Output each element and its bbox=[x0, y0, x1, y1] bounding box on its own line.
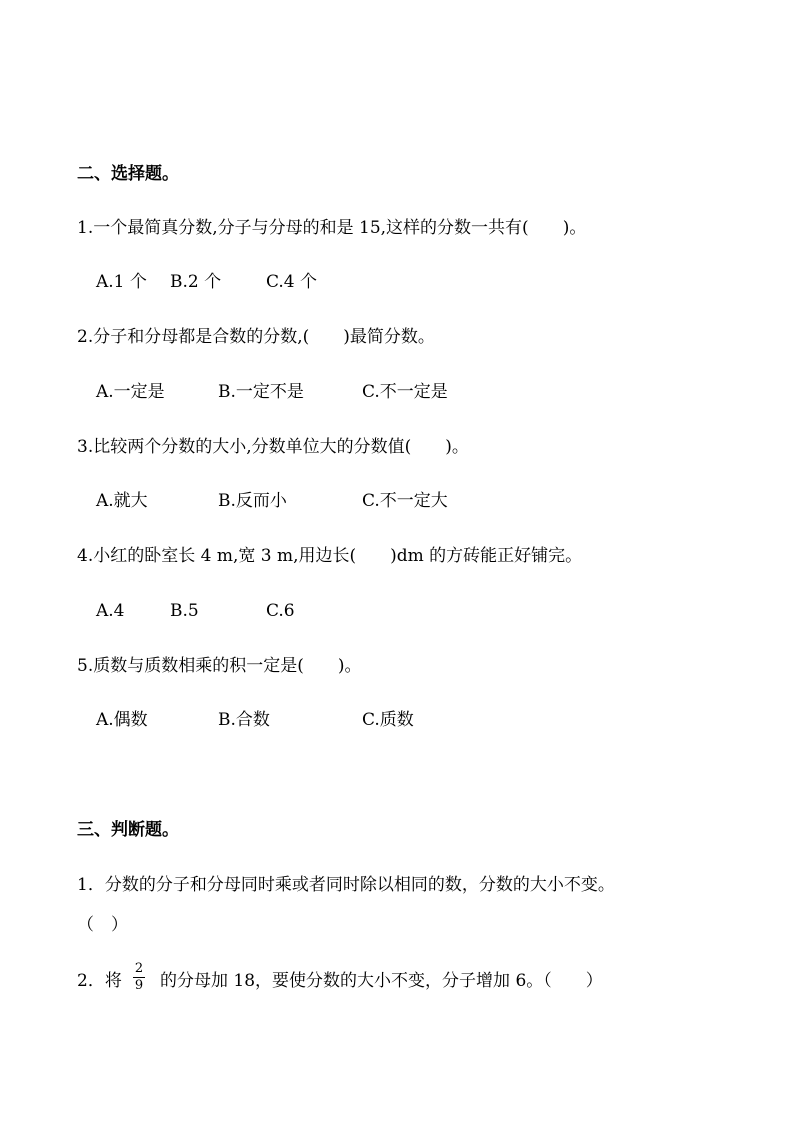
option-b: B.5 bbox=[170, 601, 199, 621]
fraction bbox=[133, 962, 145, 993]
question-1: 1.一个最简真分数,分子与分母的和是 15,这样的分数一共有( )。 bbox=[77, 218, 587, 238]
question-5: 5.质数与质数相乘的积一定是( )。 bbox=[77, 656, 362, 676]
question-2: 2.分子和分母都是合数的分数,( )最简分数。 bbox=[77, 327, 435, 347]
option-b: B.反而小 bbox=[218, 491, 287, 511]
option-c: C.6 bbox=[266, 601, 295, 621]
section-heading-choice: 二、选择题。 bbox=[77, 164, 179, 184]
option-b: B.2 个 bbox=[170, 272, 222, 292]
option-c: C.质数 bbox=[362, 710, 414, 730]
option-c: C.4 个 bbox=[266, 272, 318, 292]
option-a: A.就大 bbox=[96, 491, 148, 511]
option-c: C.不一定是 bbox=[362, 382, 448, 402]
option-c: C.不一定大 bbox=[362, 491, 448, 511]
option-b: B.合数 bbox=[218, 710, 270, 730]
fraction-numerator: 2 bbox=[134, 961, 144, 976]
judge-question-1: 1．分数的分子和分母同时乘或者同时除以相同的数，分数的大小不变。 bbox=[77, 875, 615, 895]
option-a: A.4 bbox=[96, 601, 125, 621]
judge-question-2-suffix: 的分母加 18，要使分数的大小不变，分子增加 6。（ ） bbox=[160, 971, 603, 991]
question-4: 4.小红的卧室长 4 m,宽 3 m,用边长( )dm 的方砖能正好铺完。 bbox=[77, 546, 583, 566]
option-b: B.一定不是 bbox=[218, 382, 304, 402]
question-3: 3.比较两个分数的大小,分数单位大的分数值( )。 bbox=[77, 437, 469, 457]
option-a: A.一定是 bbox=[96, 382, 165, 402]
section-heading-judge: 三、判断题。 bbox=[77, 820, 179, 840]
judge-question-2-prefix: 2．将 bbox=[77, 971, 122, 991]
judge-answer-1: （ ） bbox=[77, 915, 128, 935]
fraction-denominator: 9 bbox=[134, 978, 144, 993]
option-a: A.偶数 bbox=[96, 710, 148, 730]
option-a: A.1 个 bbox=[96, 272, 147, 292]
